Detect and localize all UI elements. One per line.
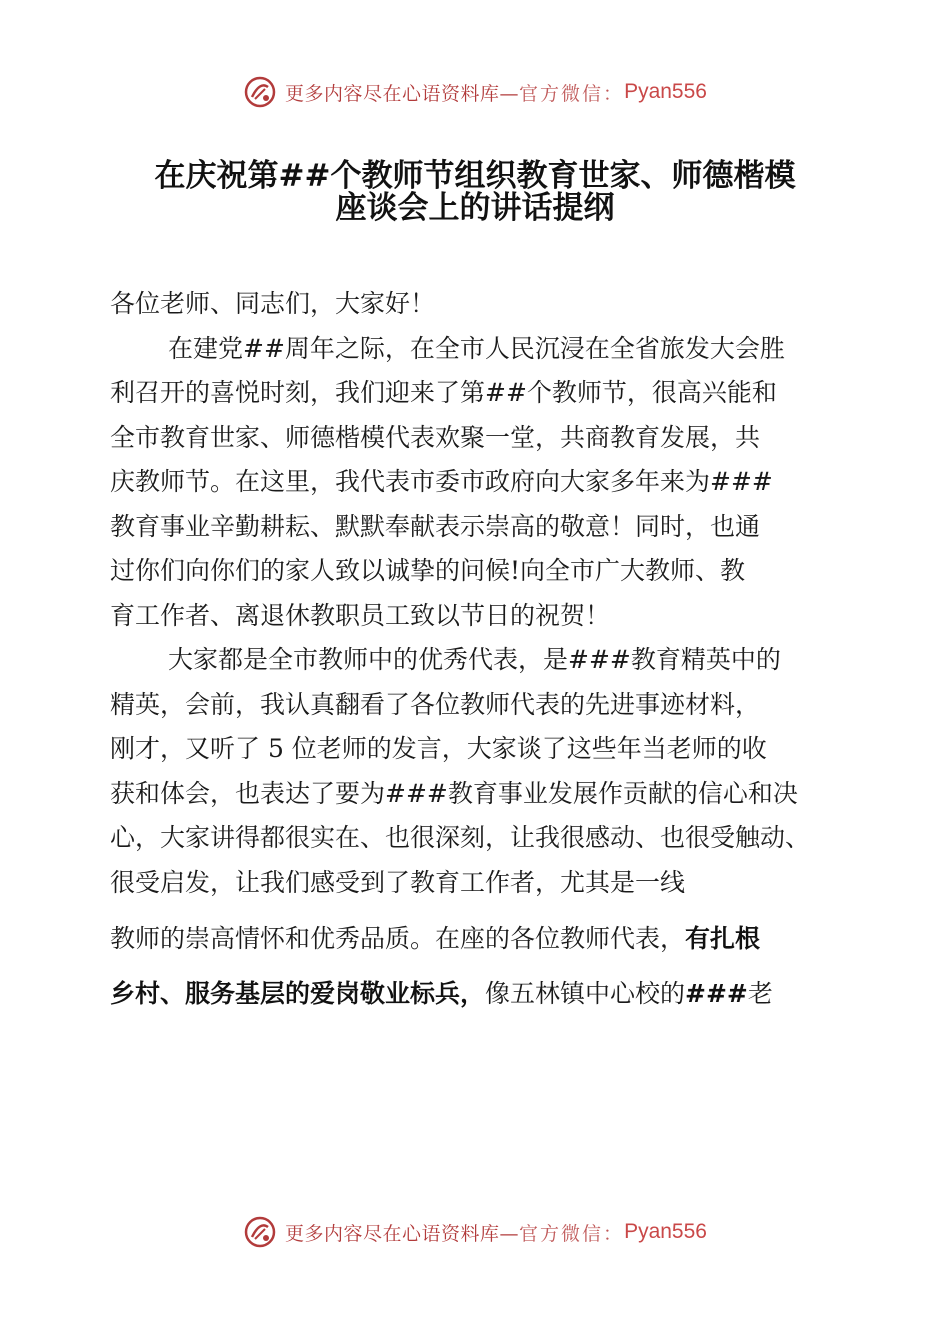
text-line: 心，大家讲得都很实在、也很深刻，让我很感动、也很受触动、: [110, 823, 811, 852]
text-line: [110, 911, 870, 966]
bold-text-run: 乡村、服务基层的爱岗敬业标兵，: [110, 979, 486, 1008]
text-line: 获和体会，也表达了要为###教育事业发展作贡献的信心和决: [110, 778, 798, 808]
text-line: 很受启发，让我们感受到了教育工作者，尤其是一线: [110, 867, 686, 897]
banner-wechat-label: 官方微信：: [519, 82, 625, 105]
text-line: 教育事业辛勤耕耘、默默奉献表示崇高的敬意！同时，也通: [110, 511, 761, 541]
text-line: 刚才，又听了 5 位老师的发言，大家谈了这些年当老师的收: [110, 734, 767, 763]
text-line: 庆教师节。在这里，我代表市委市政府向大家多年来为###: [110, 467, 773, 496]
title-line-2: 座谈会上的讲话提纲: [335, 190, 615, 226]
text-line: 过你们向你们的家人致以诚挚的问候!向全市广大教师、教: [110, 556, 746, 585]
text-line: 大家都是全市教师中的优秀代表，是###教育精英中的: [168, 645, 781, 674]
banner-text: 更多内容尽在心语资料库—: [285, 1222, 520, 1245]
bold-text-run: ###: [685, 979, 748, 1008]
document-title: [100, 160, 850, 224]
greeting: 各位老师、同志们，大家好！: [110, 289, 436, 318]
header-watermark-banner: [0, 72, 950, 112]
banner-wechat-id: Pyan556: [624, 80, 707, 103]
text-run: 像五林镇中心校的: [485, 979, 686, 1008]
banner-wechat-label: 官方微信：: [519, 1222, 625, 1245]
paragraph-2: [110, 638, 870, 905]
text-line: 利召开的喜悦时刻，我们迎来了第##个教师节，很高兴能和: [110, 378, 777, 407]
text-line: [110, 966, 870, 1021]
banner-text: 更多内容尽在心语资料库—: [285, 82, 520, 105]
brand-logo-icon: [243, 75, 277, 109]
document-body: [110, 282, 870, 1021]
text-line: 育工作者、离退休教职员工致以节日的祝贺！: [110, 600, 611, 630]
text-run: 老: [747, 979, 773, 1008]
text-line: 精英，会前，我认真翻看了各位教师代表的先进事迹材料，: [110, 689, 761, 719]
title-line-1: 在庆祝第##个教师节组织教育世家、师德楷模: [154, 158, 796, 194]
text-run: 教师的崇高情怀和优秀品质。在座的各位教师代表，: [110, 924, 686, 953]
text-line: 全市教育世家、师德楷模代表欢聚一堂，共商教育发展，共: [110, 422, 761, 452]
paragraph-3: [110, 911, 870, 1021]
banner-wechat-id: Pyan556: [624, 1220, 707, 1243]
footer-watermark-banner: [0, 1212, 950, 1252]
bold-text-run: 有扎根: [685, 924, 761, 953]
paragraph-1: [110, 327, 870, 639]
text-line: 在建党##周年之际，在全市人民沉浸在全省旅发大会胜: [168, 333, 785, 363]
brand-logo-icon: [243, 1215, 277, 1249]
